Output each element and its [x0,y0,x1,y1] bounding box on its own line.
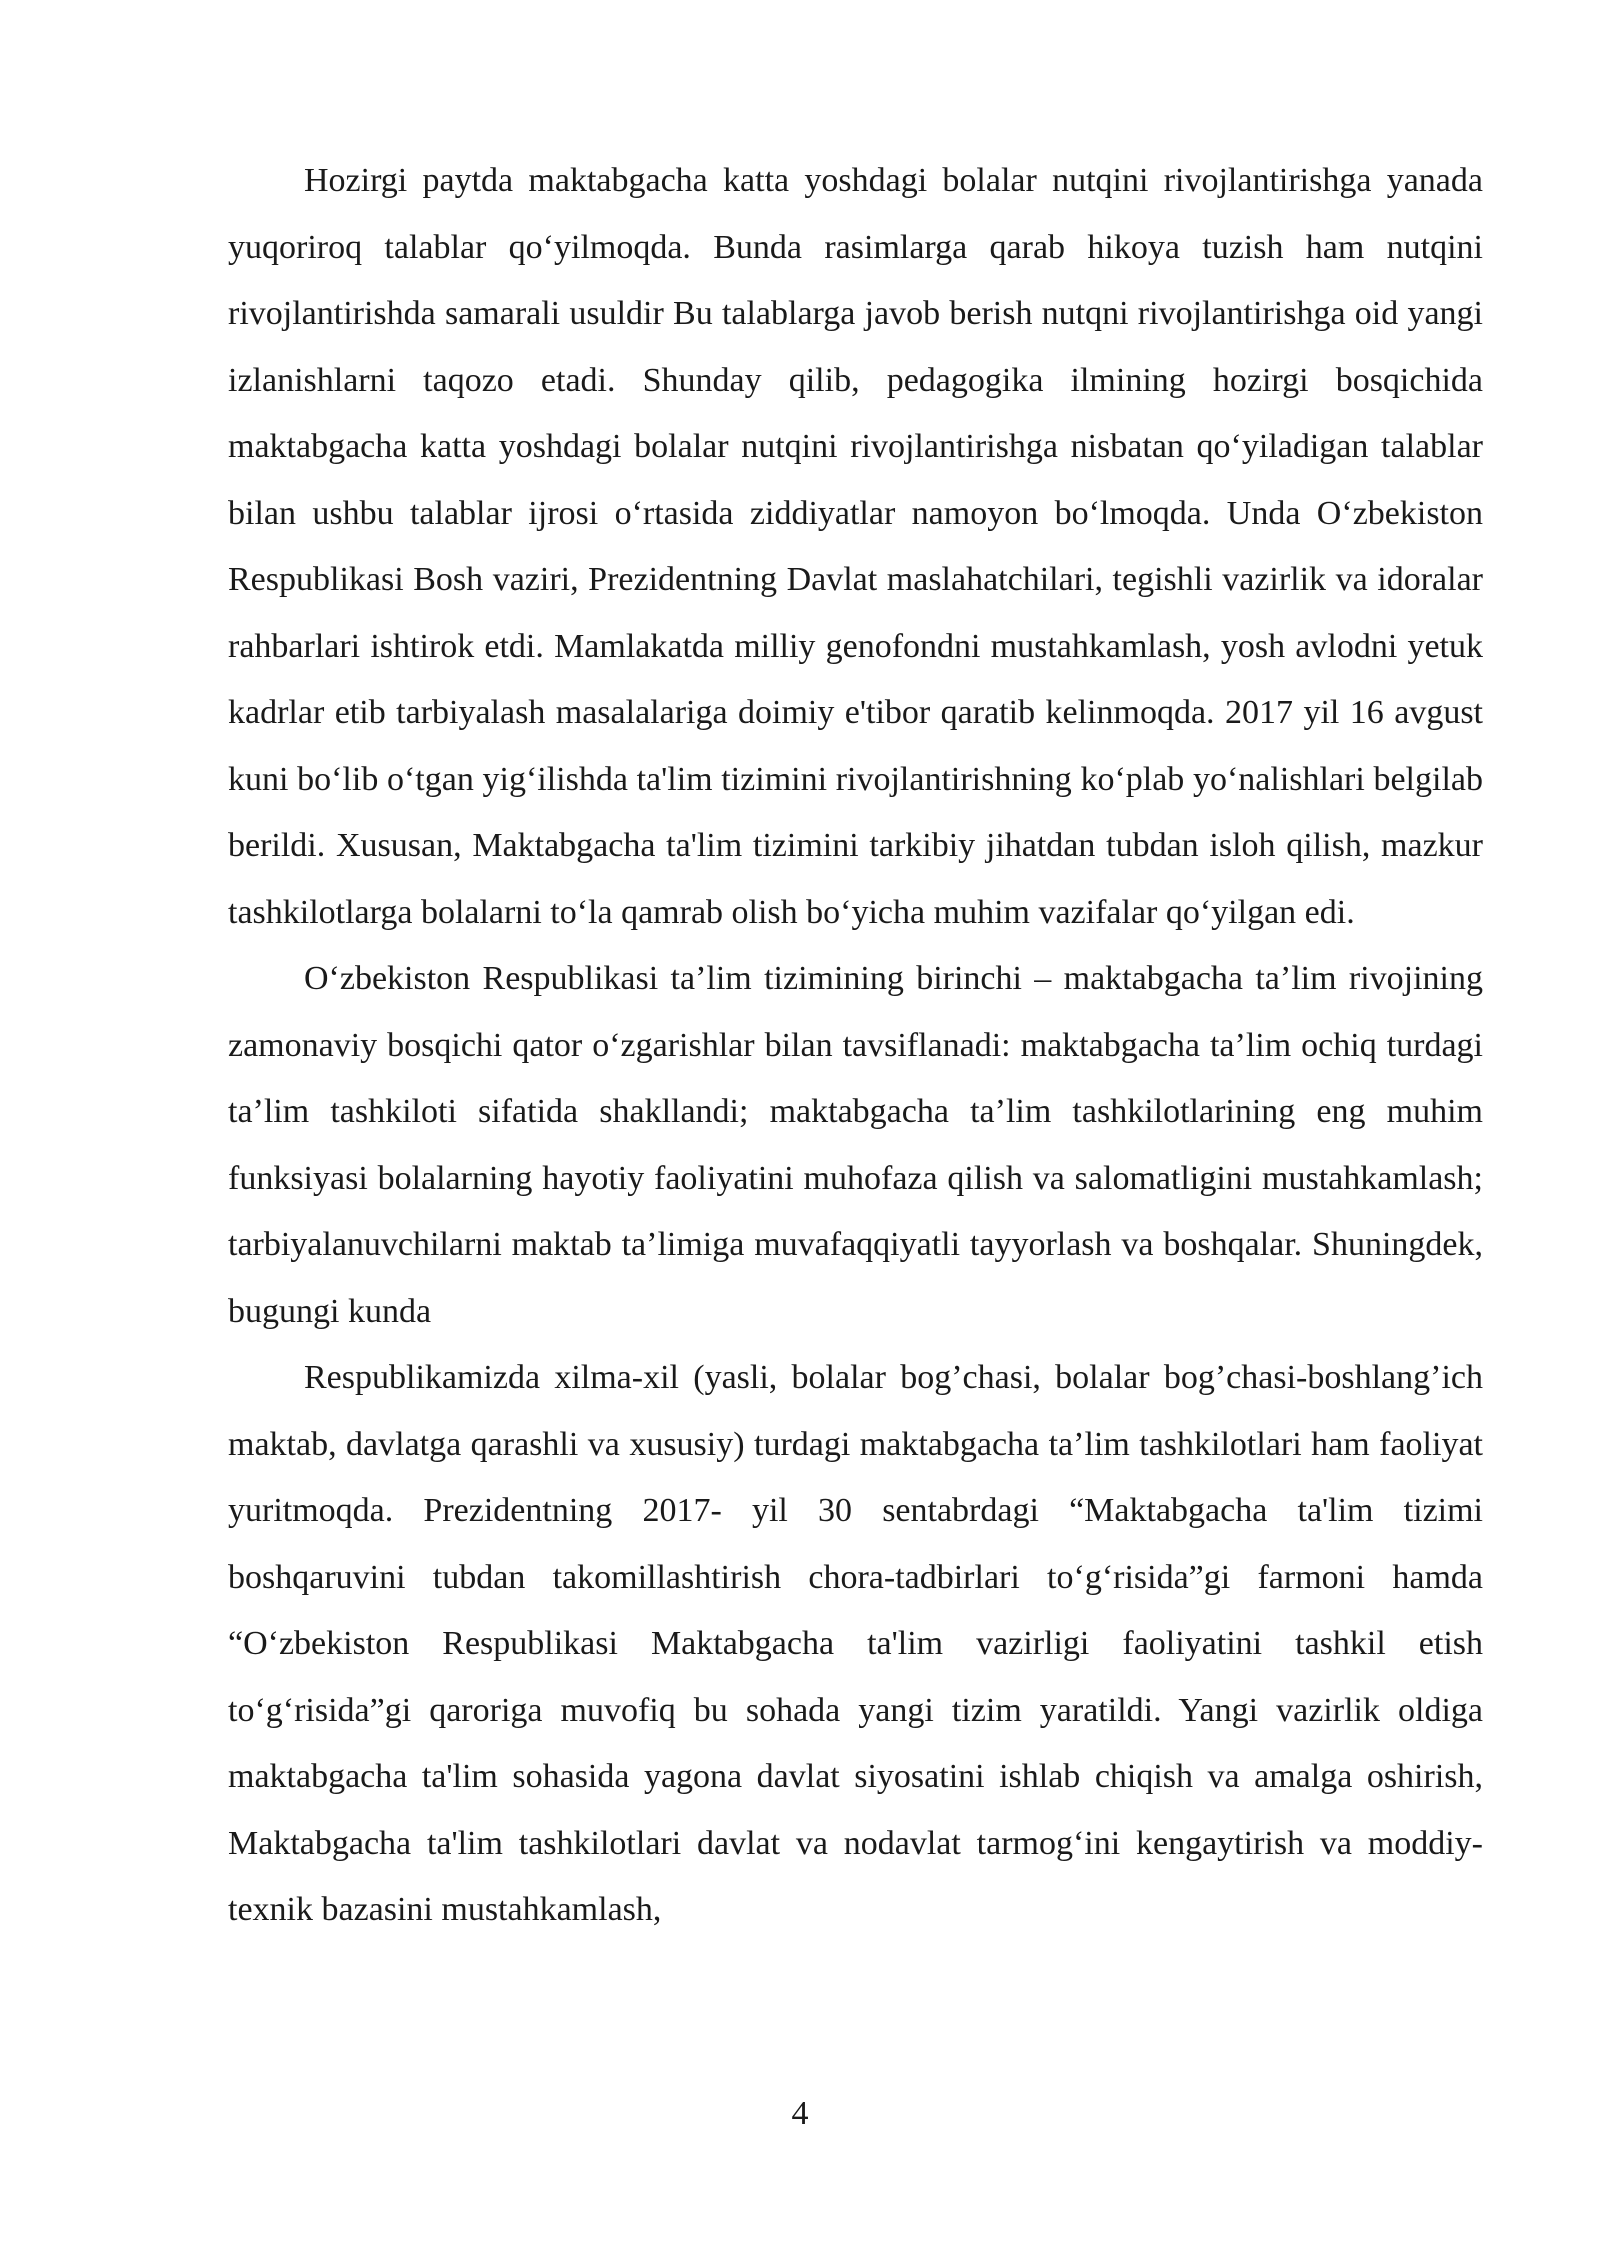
paragraph-1: Hozirgi paytda maktabgacha katta yoshdagi bolalar nutqini rivojlantirishga yanada yuqoriroq talablar qo‘yilmoqda. Bunda rasimlarga qarab hikoya tuzish ham nutqini rivojlantirishda samarali usuldir Bu talablarga javob berish nutqni rivojlantirishga oid yangi izlanishlarni taqozo etadi. Shunday qilib, pedagogika ilmining hozirgi bosqichida maktabgacha katta yoshdagi bolalar nutqini rivojlantirishga nisbatan qo‘yiladigan talablar bilan ushbu talablar ijrosi o‘rtasida ziddiyatlar namoyon bo‘lmoqda. Unda O‘zbekiston Respublikasi Bosh vaziri, Prezidentning Davlat maslahatchilari, tegishli vazirlik va idoralar rahbarlari ishtirok etdi. Mamlakatda milliy genofondni mustahkamlash, yosh avlodni yetuk kadrlar etib tarbiyalash masalalariga doimiy e'tibor qaratib kelinmoqda. 2017 yil 16 avgust kuni bo‘lib o‘tgan yig‘ilishda ta'lim tizimini rivojlantirishning ko‘plab yo‘nalishlari belgilab berildi. Xususan, Maktabgacha ta'lim tizimini tarkibiy jihatdan tubdan isloh qilish, mazkur tashkilotlarga bolalarni to‘la qamrab olish bo‘yicha muhim vazifalar qo‘yilgan edi. [228,162,1483,931]
paragraph-3: Respublikamizda xilma-xil (yasli, bolalar bog’chasi, bolalar bog’chasi-boshlang’ich maktab, davlatga qarashli va xususiy) turdagi maktabgacha ta’lim tashkilotlari ham faoliyat yuritmoqda. Prezidentning 2017- yil 30 sentabrdagi “Maktabgacha ta'lim tizimi boshqaruvini tubdan takomillashtirish chora-tadbirlari to‘g‘risida”gi farmoni hamda “O‘zbekiston Respublikasi Maktabgacha ta'lim vazirligi faoliyatini tashkil etish to‘g‘risida”gi qaroriga muvofiq bu sohada yangi tizim yaratildi. Yangi vazirlik oldiga maktabgacha ta'lim sohasida yagona davlat siyosatini ishlab chiqish va amalga oshirish, Maktabgacha ta'lim tashkilotlari davlat va nodavlat tarmog‘ini kengaytirish va moddiy-texnik bazasini mustahkamlash, [228,1359,1483,1928]
paragraph-2: O‘zbekiston Respublikasi ta’lim tizimining birinchi – maktabgacha ta’lim rivojining zamonaviy bosqichi qator o‘zgarishlar bilan tavsiflanadi: maktabgacha ta’lim ochiq turdagi ta’lim tashkiloti sifatida shakllandi; maktabgacha ta’lim tashkilotlarining eng muhim funksiyasi bolalarning hayotiy faoliyatini muhofaza qilish va salomatligini mustahkamlash; tarbiyalanuvchilarni maktab ta’limiga muvafaqqiyatli tayyorlash va boshqalar. Shuningdek, bugungi kunda [228,960,1483,1330]
body-text [228,148,1483,1944]
page-number: 4 [791,2095,809,2132]
